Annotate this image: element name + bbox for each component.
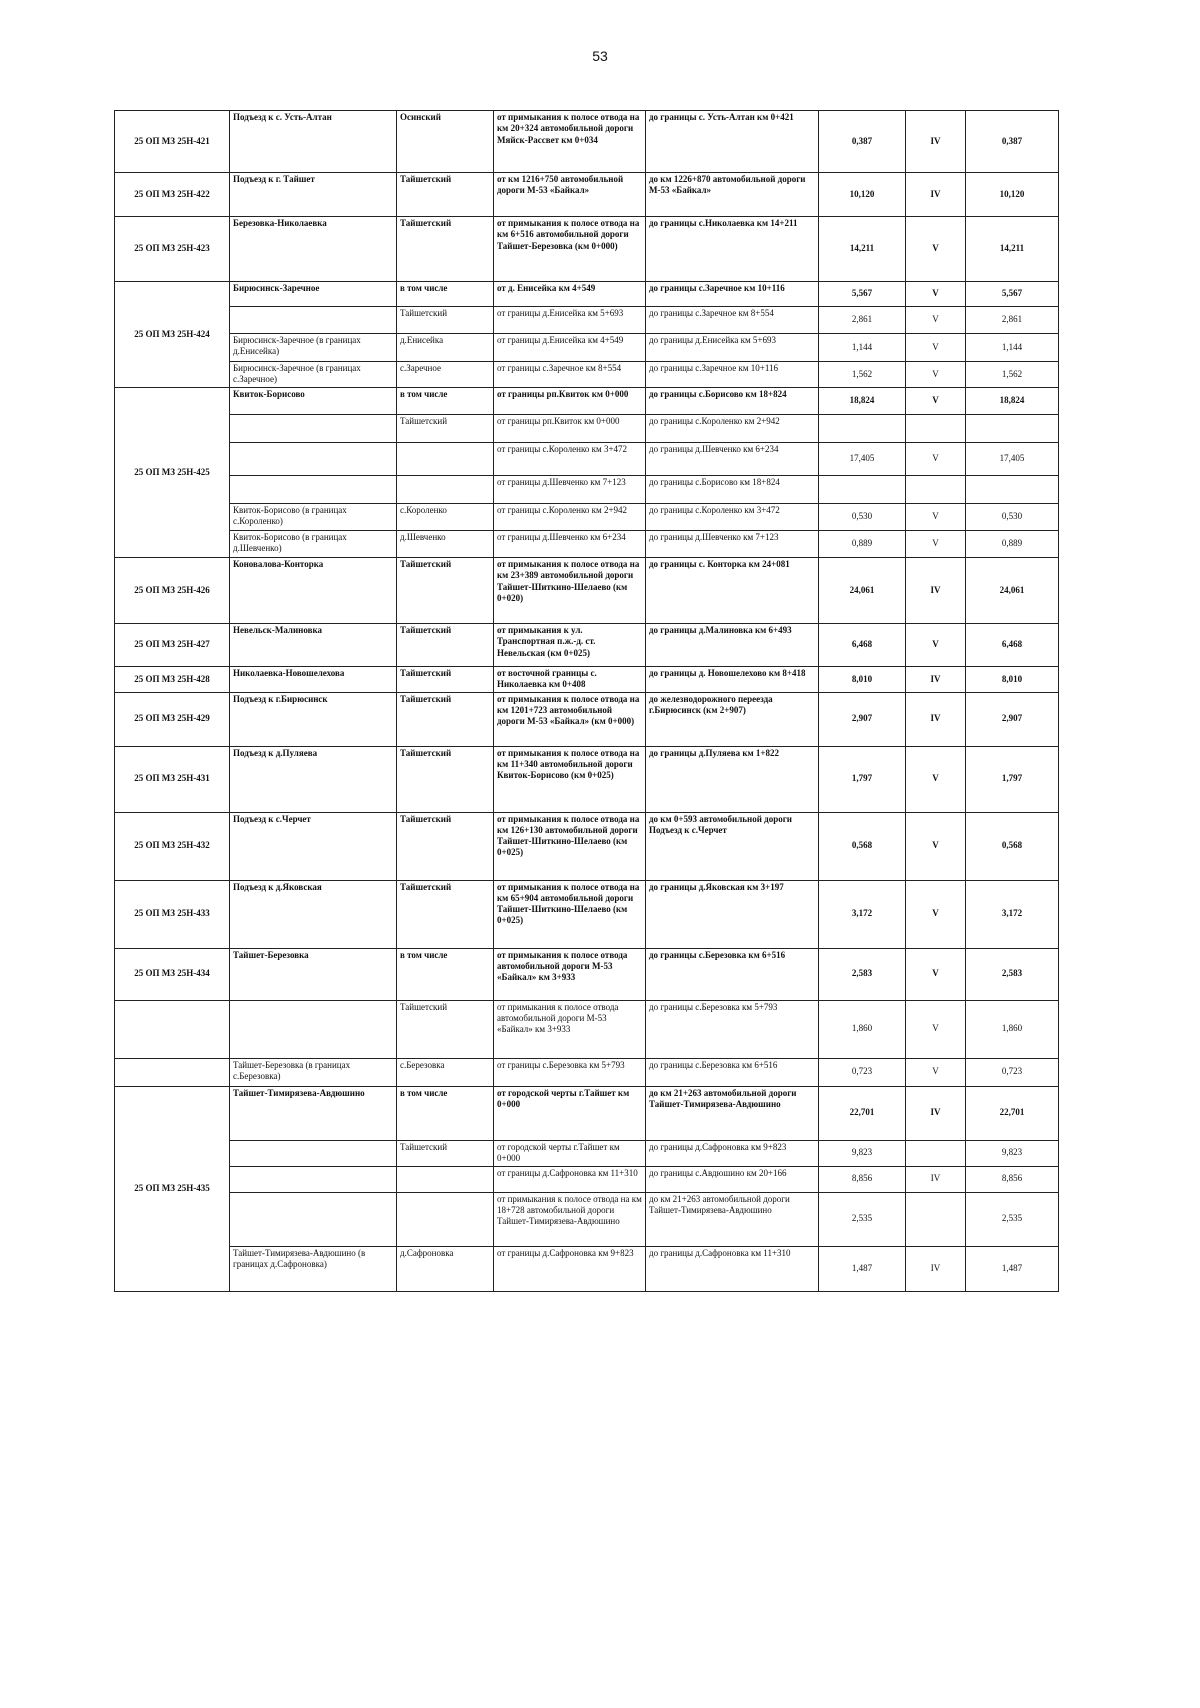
table-row: [115, 531, 1059, 558]
length-cell: 2,861: [819, 307, 906, 334]
table-row: [115, 282, 1059, 307]
end-point-cell: до границы д.Сафроновка км 11+310: [646, 1246, 819, 1291]
district-cell: в том числе: [397, 948, 494, 1000]
road-name-cell: Подъезд к с. Усть-Алтан: [230, 111, 397, 173]
district-cell: с.Березовка: [397, 1058, 494, 1086]
road-name-cell: [230, 1166, 397, 1192]
district-cell: Тайшетский: [397, 1000, 494, 1058]
road-name-cell: Бирюсинск-Заречное (в границах с.Заречное): [230, 362, 397, 388]
category-cell: [906, 476, 966, 504]
table-row: [115, 1140, 1059, 1166]
length-cell: 2,583: [819, 948, 906, 1000]
length-cell: 24,061: [819, 558, 906, 624]
road-code-cell: 25 ОП МЗ 25Н-421: [115, 111, 230, 173]
road-code-cell: [115, 1000, 230, 1058]
district-cell: Тайшетский: [397, 667, 494, 693]
category-cell: IV: [906, 1086, 966, 1140]
table-row: [115, 307, 1059, 334]
table-row: [115, 1166, 1059, 1192]
length-cell: 8,856: [819, 1166, 906, 1192]
category-cell: V: [906, 1000, 966, 1058]
road-code-cell: 25 ОП МЗ 25Н-424: [115, 282, 230, 388]
length-cell: 14,211: [819, 217, 906, 282]
end-point-cell: до км 21+263 автомобильной дороги Тайшет-Тимирязева-Авдюшино: [646, 1192, 819, 1246]
length-cell: 2,907: [819, 692, 906, 746]
road-name-cell: Квиток-Борисово (в границах с.Короленко): [230, 504, 397, 531]
road-name-cell: Бирюсинск-Заречное: [230, 282, 397, 307]
end-point-cell: до границы д.Шевченко км 7+123: [646, 531, 819, 558]
start-point-cell: от примыкания к полосе отвода автомобильной дороги М-53 «Байкал» км 3+933: [494, 1000, 646, 1058]
start-point-cell: от городской черты г.Тайшет км 0+000: [494, 1086, 646, 1140]
district-cell: с.Короленко: [397, 504, 494, 531]
total-length-cell: 1,144: [966, 334, 1059, 362]
total-length-cell: 2,907: [966, 692, 1059, 746]
end-point-cell: до границы д.Шевченко км 6+234: [646, 443, 819, 476]
total-length-cell: 10,120: [966, 173, 1059, 217]
total-length-cell: 1,562: [966, 362, 1059, 388]
district-cell: Тайшетский: [397, 558, 494, 624]
category-cell: V: [906, 443, 966, 476]
end-point-cell: до границы с.Березовка км 5+793: [646, 1000, 819, 1058]
district-cell: д.Сафроновка: [397, 1246, 494, 1291]
total-length-cell: 22,701: [966, 1086, 1059, 1140]
table-row: [115, 362, 1059, 388]
district-cell: [397, 1192, 494, 1246]
start-point-cell: от примыкания к полосе отвода на км 6+516 автомобильной дороги Тайшет-Березовка (км 0+000): [494, 217, 646, 282]
length-cell: 1,860: [819, 1000, 906, 1058]
road-code-cell: 25 ОП МЗ 25Н-433: [115, 880, 230, 948]
table-row: [115, 692, 1059, 746]
road-code-cell: 25 ОП МЗ 25Н-422: [115, 173, 230, 217]
road-name-cell: Квиток-Борисово (в границах д.Шевченко): [230, 531, 397, 558]
road-code-cell: 25 ОП МЗ 25Н-435: [115, 1086, 230, 1291]
start-point-cell: от границы д.Сафроновка км 9+823: [494, 1246, 646, 1291]
total-length-cell: 17,405: [966, 443, 1059, 476]
total-length-cell: [966, 476, 1059, 504]
end-point-cell: до границы с.Николаевка км 14+211: [646, 217, 819, 282]
end-point-cell: до границы с. Конторка км 24+081: [646, 558, 819, 624]
end-point-cell: до границы д.Енисейка км 5+693: [646, 334, 819, 362]
road-name-cell: Николаевка-Новошелехова: [230, 667, 397, 693]
length-cell: 18,824: [819, 388, 906, 415]
road-name-cell: [230, 476, 397, 504]
district-cell: в том числе: [397, 1086, 494, 1140]
road-name-cell: Тайшет-Тимирязева-Авдюшино: [230, 1086, 397, 1140]
road-name-cell: Подъезд к г.Бирюсинск: [230, 692, 397, 746]
start-point-cell: от примыкания к полосе отвода на км 1201+723 автомобильной дороги М-53 «Байкал» (км 0+000): [494, 692, 646, 746]
length-cell: 0,387: [819, 111, 906, 173]
category-cell: V: [906, 880, 966, 948]
start-point-cell: от границы д.Енисейка км 5+693: [494, 307, 646, 334]
road-name-cell: [230, 307, 397, 334]
total-length-cell: 0,889: [966, 531, 1059, 558]
table-row: [115, 1086, 1059, 1140]
start-point-cell: от границы д.Сафроновка км 11+310: [494, 1166, 646, 1192]
start-point-cell: от границы д.Шевченко км 6+234: [494, 531, 646, 558]
start-point-cell: от примыкания к полосе отвода автомобильной дороги М-53 «Байкал» км 3+933: [494, 948, 646, 1000]
road-name-cell: [230, 1140, 397, 1166]
category-cell: V: [906, 504, 966, 531]
road-code-cell: 25 ОП МЗ 25Н-429: [115, 692, 230, 746]
start-point-cell: от примыкания к полосе отвода на км 23+389 автомобильной дороги Тайшет-Шиткино-Шелаево (км 0+020): [494, 558, 646, 624]
district-cell: Тайшетский: [397, 880, 494, 948]
total-length-cell: 2,861: [966, 307, 1059, 334]
end-point-cell: до границы д.Малиновка км 6+493: [646, 624, 819, 667]
length-cell: 17,405: [819, 443, 906, 476]
road-name-cell: [230, 1192, 397, 1246]
length-cell: [819, 476, 906, 504]
district-cell: Осинский: [397, 111, 494, 173]
table-row: [115, 1192, 1059, 1246]
start-point-cell: от границы с.Заречное км 8+554: [494, 362, 646, 388]
start-point-cell: от примыкания к полосе отвода на км 65+904 автомобильной дороги Тайшет-Шиткино-Шелаево (км 0+025): [494, 880, 646, 948]
district-cell: [397, 443, 494, 476]
road-code-cell: 25 ОП МЗ 25Н-426: [115, 558, 230, 624]
district-cell: Тайшетский: [397, 173, 494, 217]
length-cell: 1,562: [819, 362, 906, 388]
end-point-cell: до границы с.Заречное км 8+554: [646, 307, 819, 334]
table-row: [115, 746, 1059, 812]
district-cell: Тайшетский: [397, 812, 494, 880]
category-cell: V: [906, 334, 966, 362]
table-row: [115, 667, 1059, 693]
road-code-cell: 25 ОП МЗ 25Н-431: [115, 746, 230, 812]
total-length-cell: 1,487: [966, 1246, 1059, 1291]
total-length-cell: 14,211: [966, 217, 1059, 282]
road-name-cell: Невельск-Малиновка: [230, 624, 397, 667]
length-cell: 9,823: [819, 1140, 906, 1166]
start-point-cell: от границы д.Енисейка км 4+549: [494, 334, 646, 362]
length-cell: 1,144: [819, 334, 906, 362]
length-cell: 0,530: [819, 504, 906, 531]
total-length-cell: 3,172: [966, 880, 1059, 948]
total-length-cell: 8,856: [966, 1166, 1059, 1192]
table-row: [115, 111, 1059, 173]
start-point-cell: от городской черты г.Тайшет км 0+000: [494, 1140, 646, 1166]
category-cell: IV: [906, 558, 966, 624]
length-cell: 5,567: [819, 282, 906, 307]
district-cell: д.Шевченко: [397, 531, 494, 558]
road-name-cell: Тайшет-Тимирязева-Авдюшино (в границах д.Сафроновка): [230, 1246, 397, 1291]
table-row: [115, 217, 1059, 282]
district-cell: [397, 1166, 494, 1192]
start-point-cell: от км 1216+750 автомобильной дороги М-53 «Байкал»: [494, 173, 646, 217]
category-cell: V: [906, 282, 966, 307]
length-cell: 0,889: [819, 531, 906, 558]
start-point-cell: от границы д.Шевченко км 7+123: [494, 476, 646, 504]
road-code-cell: 25 ОП МЗ 25Н-432: [115, 812, 230, 880]
start-point-cell: от границы с.Березовка км 5+793: [494, 1058, 646, 1086]
category-cell: [906, 415, 966, 443]
start-point-cell: от примыкания к полосе отвода на км 20+324 автомобильной дороги Мяйск-Рассвет км 0+034: [494, 111, 646, 173]
end-point-cell: до км 0+593 автомобильной дороги Подъезд к с.Черчет: [646, 812, 819, 880]
road-name-cell: Квиток-Борисово: [230, 388, 397, 415]
district-cell: Тайшетский: [397, 217, 494, 282]
end-point-cell: до железнодорожного переезда г.Бирюсинск (км 2+907): [646, 692, 819, 746]
road-name-cell: [230, 1000, 397, 1058]
start-point-cell: от примыкания к ул. Транспортная п.ж.-д. ст. Невельская (км 0+025): [494, 624, 646, 667]
table-row: [115, 624, 1059, 667]
end-point-cell: до границы с.Борисово км 18+824: [646, 388, 819, 415]
road-name-cell: Березовка-Николаевка: [230, 217, 397, 282]
category-cell: V: [906, 362, 966, 388]
total-length-cell: 0,723: [966, 1058, 1059, 1086]
length-cell: 1,797: [819, 746, 906, 812]
end-point-cell: до границы с.Заречное км 10+116: [646, 282, 819, 307]
end-point-cell: до границы с.Короленко км 3+472: [646, 504, 819, 531]
roads-table: [114, 110, 1059, 1292]
district-cell: Тайшетский: [397, 692, 494, 746]
table-row: [115, 558, 1059, 624]
road-code-cell: 25 ОП МЗ 25Н-434: [115, 948, 230, 1000]
length-cell: 0,568: [819, 812, 906, 880]
start-point-cell: от примыкания к полосе отвода на км 126+130 автомобильной дороги Тайшет-Шиткино-Шелаево (км 0+025): [494, 812, 646, 880]
length-cell: 1,487: [819, 1246, 906, 1291]
end-point-cell: до границы с.Борисово км 18+824: [646, 476, 819, 504]
total-length-cell: 9,823: [966, 1140, 1059, 1166]
road-name-cell: Тайшет-Березовка (в границах с.Березовка): [230, 1058, 397, 1086]
end-point-cell: до границы д.Пуляева км 1+822: [646, 746, 819, 812]
district-cell: Тайшетский: [397, 624, 494, 667]
table-row: [115, 812, 1059, 880]
length-cell: 2,535: [819, 1192, 906, 1246]
road-code-cell: 25 ОП МЗ 25Н-423: [115, 217, 230, 282]
end-point-cell: до границы с. Усть-Алтан км 0+421: [646, 111, 819, 173]
category-cell: V: [906, 307, 966, 334]
district-cell: с.Заречное: [397, 362, 494, 388]
page-number: 53: [592, 48, 608, 64]
length-cell: 10,120: [819, 173, 906, 217]
district-cell: Тайшетский: [397, 307, 494, 334]
table-row: [115, 334, 1059, 362]
category-cell: V: [906, 624, 966, 667]
road-code-cell: 25 ОП МЗ 25Н-428: [115, 667, 230, 693]
start-point-cell: от д. Енисейка км 4+549: [494, 282, 646, 307]
road-name-cell: [230, 443, 397, 476]
total-length-cell: [966, 415, 1059, 443]
start-point-cell: от границы с.Короленко км 3+472: [494, 443, 646, 476]
start-point-cell: от примыкания к полосе отвода на км 18+728 автомобильной дороги Тайшет-Тимирязева-Авдюшино: [494, 1192, 646, 1246]
table-row: [115, 504, 1059, 531]
total-length-cell: 1,797: [966, 746, 1059, 812]
total-length-cell: 1,860: [966, 1000, 1059, 1058]
district-cell: в том числе: [397, 282, 494, 307]
category-cell: V: [906, 746, 966, 812]
category-cell: [906, 1192, 966, 1246]
total-length-cell: 0,387: [966, 111, 1059, 173]
end-point-cell: до границы с.Березовка км 6+516: [646, 1058, 819, 1086]
total-length-cell: 2,535: [966, 1192, 1059, 1246]
end-point-cell: до км 1226+870 автомобильной дороги М-53 «Байкал»: [646, 173, 819, 217]
road-code-cell: 25 ОП МЗ 25Н-425: [115, 388, 230, 558]
end-point-cell: до границы с.Заречное км 10+116: [646, 362, 819, 388]
district-cell: д.Енисейка: [397, 334, 494, 362]
category-cell: IV: [906, 667, 966, 693]
category-cell: V: [906, 812, 966, 880]
district-cell: Тайшетский: [397, 1140, 494, 1166]
length-cell: 3,172: [819, 880, 906, 948]
district-cell: Тайшетский: [397, 415, 494, 443]
end-point-cell: до границы д.Яковская км 3+197: [646, 880, 819, 948]
road-code-cell: [115, 1058, 230, 1086]
total-length-cell: 6,468: [966, 624, 1059, 667]
category-cell: IV: [906, 692, 966, 746]
category-cell: [906, 1140, 966, 1166]
start-point-cell: от границы рп.Квиток км 0+000: [494, 388, 646, 415]
length-cell: 0,723: [819, 1058, 906, 1086]
total-length-cell: 8,010: [966, 667, 1059, 693]
table-row: [115, 1246, 1059, 1291]
road-name-cell: Подъезд к г. Тайшет: [230, 173, 397, 217]
road-name-cell: Подъезд к д.Яковская: [230, 880, 397, 948]
total-length-cell: 2,583: [966, 948, 1059, 1000]
total-length-cell: 0,530: [966, 504, 1059, 531]
category-cell: IV: [906, 1166, 966, 1192]
table-row: [115, 1000, 1059, 1058]
total-length-cell: 24,061: [966, 558, 1059, 624]
table-row: [115, 443, 1059, 476]
table-row: [115, 880, 1059, 948]
road-code-cell: 25 ОП МЗ 25Н-427: [115, 624, 230, 667]
road-name-cell: Коновалова-Конторка: [230, 558, 397, 624]
length-cell: 6,468: [819, 624, 906, 667]
category-cell: V: [906, 388, 966, 415]
length-cell: 22,701: [819, 1086, 906, 1140]
category-cell: IV: [906, 1246, 966, 1291]
end-point-cell: до границы с.Авдюшино км 20+166: [646, 1166, 819, 1192]
table-row: [115, 388, 1059, 415]
road-name-cell: [230, 415, 397, 443]
start-point-cell: от границы рп.Квиток км 0+000: [494, 415, 646, 443]
road-name-cell: Бирюсинск-Заречное (в границах д.Енисейка): [230, 334, 397, 362]
category-cell: IV: [906, 111, 966, 173]
road-name-cell: Подъезд к с.Черчет: [230, 812, 397, 880]
table-row: [115, 173, 1059, 217]
category-cell: IV: [906, 173, 966, 217]
end-point-cell: до границы д. Новошелехово км 8+418: [646, 667, 819, 693]
length-cell: 8,010: [819, 667, 906, 693]
start-point-cell: от восточной границы с. Николаевка км 0+408: [494, 667, 646, 693]
category-cell: V: [906, 531, 966, 558]
total-length-cell: 18,824: [966, 388, 1059, 415]
start-point-cell: от примыкания к полосе отвода на км 11+340 автомобильной дороги Квиток-Борисово (км 0+025): [494, 746, 646, 812]
start-point-cell: от границы с.Короленко км 2+942: [494, 504, 646, 531]
district-cell: в том числе: [397, 388, 494, 415]
end-point-cell: до границы с.Короленко км 2+942: [646, 415, 819, 443]
road-name-cell: Тайшет-Березовка: [230, 948, 397, 1000]
total-length-cell: 0,568: [966, 812, 1059, 880]
table-row: [115, 415, 1059, 443]
district-cell: Тайшетский: [397, 746, 494, 812]
road-name-cell: Подъезд к д.Пуляева: [230, 746, 397, 812]
table-row: [115, 948, 1059, 1000]
category-cell: V: [906, 217, 966, 282]
district-cell: [397, 476, 494, 504]
table-row: [115, 1058, 1059, 1086]
end-point-cell: до границы д.Сафроновка км 9+823: [646, 1140, 819, 1166]
end-point-cell: до км 21+263 автомобильной дороги Тайшет-Тимирязева-Авдюшино: [646, 1086, 819, 1140]
total-length-cell: 5,567: [966, 282, 1059, 307]
category-cell: V: [906, 948, 966, 1000]
end-point-cell: до границы с.Березовка км 6+516: [646, 948, 819, 1000]
length-cell: [819, 415, 906, 443]
category-cell: V: [906, 1058, 966, 1086]
table-row: [115, 476, 1059, 504]
